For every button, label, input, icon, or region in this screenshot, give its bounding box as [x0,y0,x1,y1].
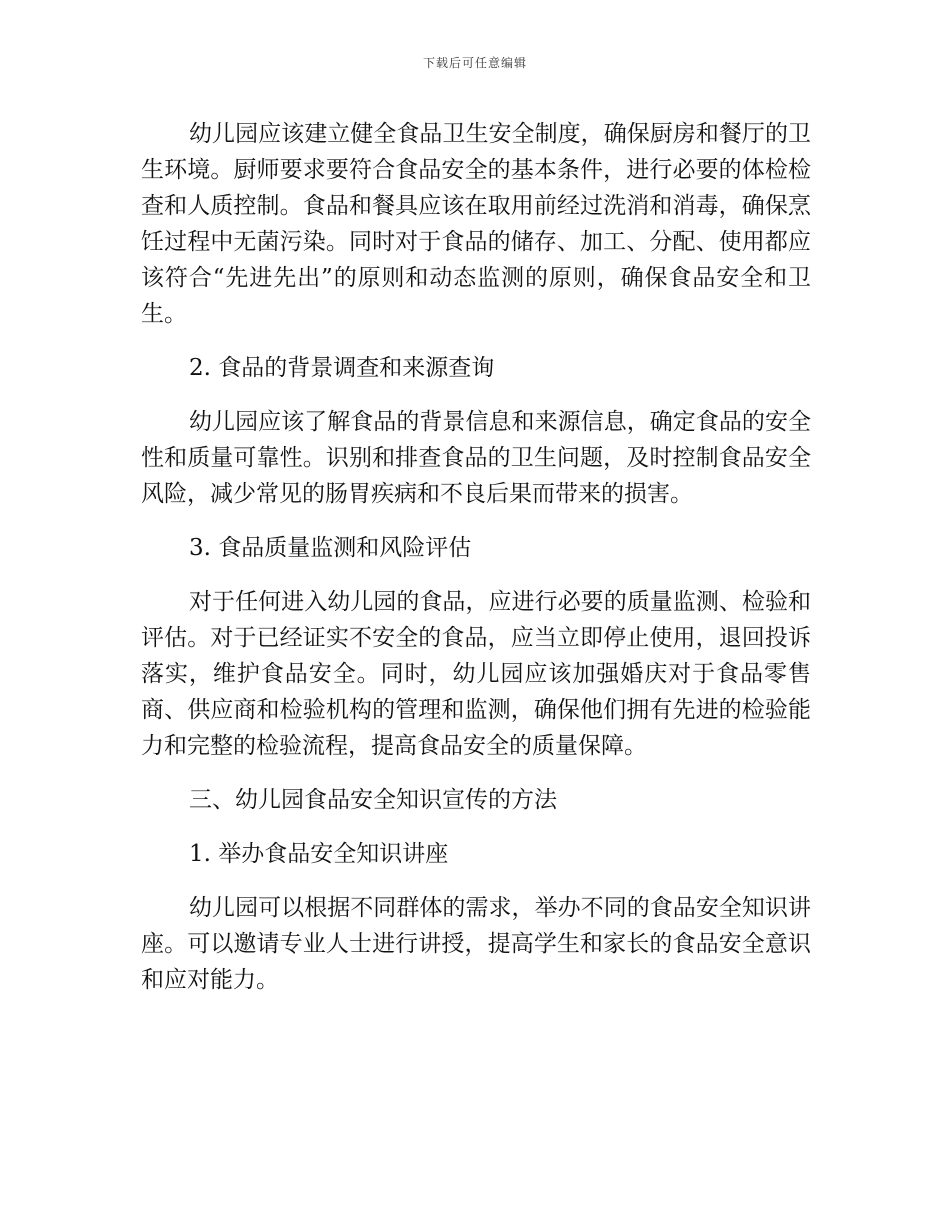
page-header: 下载后可任意编辑 [422,56,527,70]
document-body [141,116,811,1016]
paragraph-quality-monitoring: 对于任何进入幼儿园的食品，应进行必要的质量监测、检验和评估。对于已经证实不安全的食品，应当立即停止使用，退回投诉落实，维护食品安全。同时，幼儿园应该加强婚庆对于食品零售商、供应商和检验机构的管理和监测，确保他们拥有先进的检验能力和完整的检验流程，提高食品安全的质量保障。 [141,589,811,759]
heading-quality-monitoring: 3. 食品质量监测和风险评估 [189,535,472,561]
heading-food-background: 2. 食品的背景调查和来源查询 [189,355,495,381]
paragraph-safety-lectures: 幼儿园可以根据不同群体的需求，举办不同的食品安全知识讲座。可以邀请专业人士进行讲授，提高学生和家长的食品安全意识和应对能力。 [141,895,811,993]
heading-safety-lectures: 1. 举办食品安全知识讲座 [189,841,449,867]
paragraph-food-background: 幼儿园应该了解食品的背景信息和来源信息，确定食品的安全性和质量可靠性。识别和排查食品的卫生问题，及时控制食品安全风险，减少常见的肠胃疾病和不良后果而带来的损害。 [141,409,811,507]
section-heading-publicity-methods: 三、幼儿园食品安全知识宣传的方法 [189,787,557,813]
paragraph-hygiene-system: 幼儿园应该建立健全食品卫生安全制度，确保厨房和餐厅的卫生环境。厨师要求要符合食品安全的基本条件，进行必要的体检检查和人质控制。食品和餐具应该在取用前经过洗消和消毒，确保烹饪过程中无菌污染。同时对于食品的储存、加工、分配、使用都应该符合“先进先出”的原则和动态监测的原则，确保食品安全和卫生。 [141,121,811,327]
